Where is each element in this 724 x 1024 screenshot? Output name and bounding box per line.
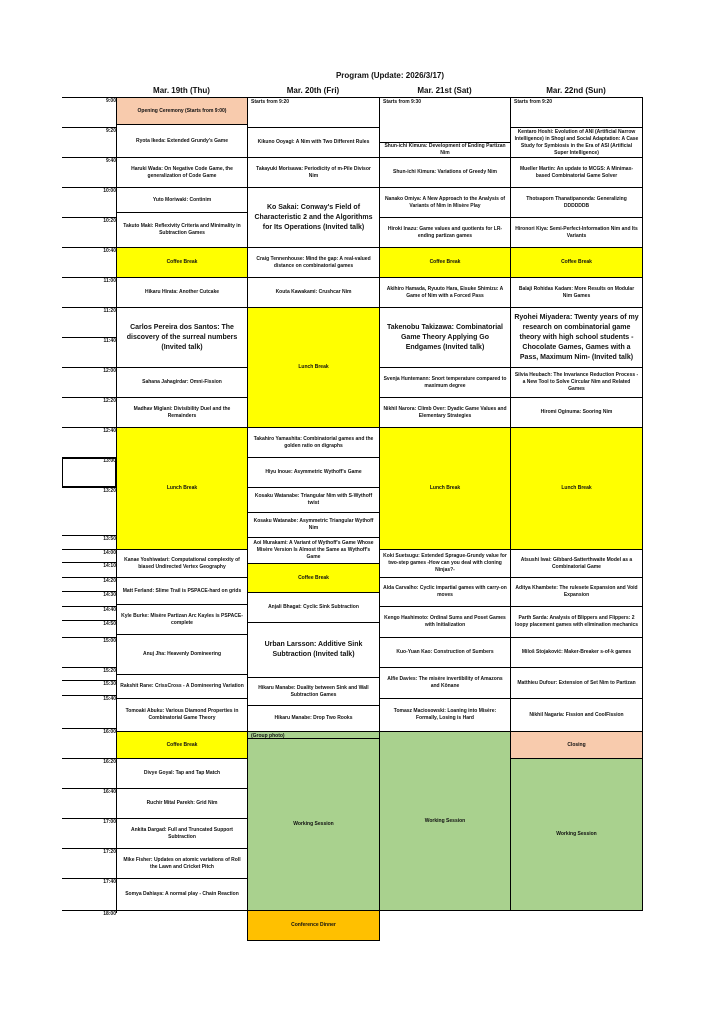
session-cell-fri: Hiyu Inoue: Asymmetric Wythoff's Game: [247, 457, 380, 488]
session-cell-thu: Ankita Dargad: Full and Truncated Support Subtraction: [116, 818, 248, 849]
session-cell-sun: Thotsaporn Thanatipanonda: Generalizing DDDDDDB: [510, 187, 643, 218]
time-label: 16:20: [103, 759, 116, 765]
time-label: 10:00: [103, 188, 116, 194]
session-cell-sat: Working Session: [379, 731, 511, 911]
session-cell-fri: Craig Tennenhouse: Mind the gap: A real-valued distance on combinatorial games: [247, 247, 380, 278]
time-label: 16:00: [103, 729, 116, 735]
session-cell-sat: Kengo Hashimoto: Ordinal Sums and Poset Games with Initialization: [379, 606, 511, 638]
time-label: 13:00: [103, 458, 116, 464]
session-cell-thu: Takuto Maki: Reflexivity Criteria and Minimality in Subtraction Games: [116, 212, 248, 248]
session-cell-fri: Lunch Break: [247, 307, 380, 428]
session-cell-fri: Hikaru Manabe: Drop Two Rooks: [247, 705, 380, 732]
time-label: 17:40: [103, 879, 116, 885]
time-label: 11:00: [103, 278, 116, 284]
session-cell-sun: Hironori Kiya: Semi-Perfect-Information Nim and Its Variants: [510, 217, 643, 248]
time-label: 17:00: [103, 819, 116, 825]
session-cell-sat: Shun-ichi Kimura: Development of Ending Partizan Nim: [379, 142, 511, 158]
session-cell-sun: Hiromi Oginuma: Sooring Nim: [510, 397, 643, 428]
session-cell-sun: Atsushi Iwai: Gibbard-Satterthwaite Model as a Combinatorial Game: [510, 549, 643, 578]
time-label: 11:20: [103, 308, 116, 314]
session-cell-fri: Kosaku Watanabe: Asymmetric Triangular Wythoff Nim: [247, 512, 380, 538]
session-cell-thu: Carlos Pereira dos Santos: The discovery of the surreal numbers (Invited talk): [116, 307, 248, 368]
session-cell-fri: Takayuki Morisawa: Periodicity of m-Pile Divisor Nim: [247, 157, 380, 188]
session-cell-sat: Shun-ichi Kimura: Variations of Greedy Nim: [379, 157, 511, 188]
session-cell-fri: Ko Sakai: Conway's Field of Characteristic 2 and the Algorithms for Its Operations (Invited talk): [247, 187, 380, 248]
session-cell-sun: Kentaro Hoshi: Evolution of ANI (Artificial Narrow Intelligence) in Shogi and Social Adaptation: A Case Study for Symbiosis in the Era of ASI (Artificial Super Intelligence): [510, 127, 643, 158]
session-cell-thu: Rakshit Rane: CrissCross - A Domineering Variation: [116, 674, 248, 699]
session-cell-fri: Conference Dinner: [247, 910, 380, 941]
page-title: Program (Update: 2026/3/17): [335, 71, 445, 80]
session-cell-fri: Takahiro Yamashita: Combinatorial games and the golden ratio on digraphs: [247, 427, 380, 458]
session-cell-sat: Koki Suetsugu: Extended Sprague-Grundy value for two-step games -How can you deal with cloning Ninjas?-: [379, 549, 511, 578]
time-label: 10:20: [103, 218, 116, 224]
session-cell-sat: Coffee Break: [379, 247, 511, 278]
time-label: 11:40: [103, 338, 116, 344]
day-header-fri: Mar. 20th (Fri): [286, 86, 340, 95]
time-label: 15:00: [103, 638, 116, 644]
time-label: 12:00: [103, 368, 116, 374]
time-label: 9:20: [105, 128, 116, 134]
session-cell-sun: Miloš Stojaković: Maker-Breaker s-of-k games: [510, 637, 643, 668]
time-label: 12:40: [103, 428, 116, 434]
session-cell-fri: Kikuno Ooyagi: A Nim with Two Different Rules: [247, 127, 380, 158]
session-cell-thu: Hikaru Hirata: Another Cutcake: [116, 277, 248, 308]
session-cell-sun: Balaji Rohidas Kadam: More Results on Modular Nim Games: [510, 277, 643, 308]
session-cell-sat: Lunch Break: [379, 427, 511, 550]
time-label: 12:20: [103, 398, 116, 404]
time-label: 15:20: [103, 668, 116, 674]
time-label: 13:50: [103, 536, 116, 542]
session-cell-sat: Starts from 9:30: [379, 97, 511, 143]
session-cell-fri: Urban Larsson: Additive Sink Subtraction (Invited talk): [247, 622, 380, 678]
time-label: 16:40: [103, 789, 116, 795]
session-cell-thu: Tomoaki Abuku: Various Diamond Properties in Combinatorial Game Theory: [116, 698, 248, 732]
session-cell-sat: Tomasz Maciosowski: Loaning into Misère: Formally, Losing is Hard: [379, 698, 511, 732]
time-label: 17:20: [103, 849, 116, 855]
session-cell-sat: Nikhil Narora: Climb Over: Dyadic Game Values and Elementary Strategies: [379, 397, 511, 428]
session-cell-sat: Kuo-Yuan Kao: Construction of Sumbers: [379, 637, 511, 668]
session-cell-fri: Kosaku Watanabe: Triangular Nim with S-Wythoff twist: [247, 487, 380, 513]
time-label: 15:30: [103, 681, 116, 687]
session-cell-thu: Somya Dahiaya: A normal play - Chain Reaction: [116, 878, 248, 911]
session-cell-thu: Matt Ferland: Slime Trail is PSPACE-hard on grids: [116, 577, 248, 605]
session-cell-sun: Working Session: [510, 758, 643, 911]
session-cell-sat: Hiroki Inazu: Game values and quotients for LR-ending partizan games: [379, 217, 511, 248]
session-cell-sun: Nikhil Nagaria: Fission and CoolFission: [510, 698, 643, 732]
session-cell-sat: Alda Carvalho: Cyclic impartial games with carry-on moves: [379, 577, 511, 607]
time-label: 14:10: [103, 563, 116, 569]
session-cell-sat: Svenja Huntemann: Snort temperature compared to maximum degree: [379, 367, 511, 398]
session-cell-fri: Kouta Kawakami: Crushcar Nim: [247, 277, 380, 308]
session-cell-sun: Starts from 9:20: [510, 97, 643, 128]
session-cell-sun: Parth Sarda: Analysis of Blippers and Flippers: 2 loopy placement games with elimination mechanics: [510, 606, 643, 638]
time-label: 10:40: [103, 248, 116, 254]
session-cell-thu: Lunch Break: [116, 427, 248, 550]
session-cell-thu: Kanae Yoshiwatari: Computational complexity of biased Undirected Vertex Geography: [116, 549, 248, 578]
session-cell-thu: Coffee Break: [116, 731, 248, 759]
session-cell-sun: Aditya Khambete: The rulesete Expansion and Void Expansion: [510, 577, 643, 607]
session-cell-sat: Akihiro Hamada, Ryuuto Hara, Eisuke Shimizu: A Game of Nim with a Forced Pass: [379, 277, 511, 308]
session-cell-fri: Anjali Bhagat: Cyclic Sink Subtraction: [247, 592, 380, 623]
session-cell-sun: Matthieu Dufour: Extension of Set Nim to Partizan: [510, 667, 643, 699]
session-cell-sat: Nanako Omiya: A New Approach to the Analysis of Variants of Nim in Misère Play: [379, 187, 511, 218]
session-cell-sun: Mueller Martin: An update to MCGS: A Minimax-based Combinatorial Game Solver: [510, 157, 643, 188]
session-cell-fri: Working Session: [247, 738, 380, 911]
session-cell-thu: Opening Ceremony (Starts from 9:00): [116, 97, 248, 125]
day-header-sat: Mar. 21st (Sat): [417, 86, 472, 95]
time-label: 9:40: [105, 158, 116, 164]
session-cell-thu: Kyle Burke: Misère Partizan Arc Kayles is PSPACE-complete: [116, 604, 248, 635]
time-label: 14:20: [103, 578, 116, 584]
session-cell-thu: Divye Goyal: Tap and Tap Match: [116, 758, 248, 789]
session-cell-thu: Sahana Jahagirdar: Omni-Fission: [116, 367, 248, 398]
time-label: 13:20: [103, 488, 116, 494]
time-label: 14:50: [103, 621, 116, 627]
time-label: 14:30: [103, 592, 116, 598]
day-header-thu: Mar. 19th (Thu): [153, 86, 210, 95]
session-cell-thu: Anuj Jha: Heavenly Domineering: [116, 634, 248, 675]
time-label: 9:00: [105, 98, 116, 104]
session-cell-sun: Coffee Break: [510, 247, 643, 278]
time-label: 14:00: [103, 550, 116, 556]
session-cell-sat: Alfie Davies: The misère invertibility of Amazons and Kōnane: [379, 667, 511, 699]
time-label: 18:00: [103, 911, 116, 917]
session-cell-sun: Ryohei Miyadera: Twenty years of my research on combinatorial game theory with high school students -Chocolate Games, Games with a Pass, Maximum Nim- (Invited talk): [510, 307, 643, 368]
day-header-sun: Mar. 22nd (Sun): [546, 86, 606, 95]
session-cell-fri: (Group photo): [247, 731, 380, 739]
session-cell-thu: Madhav Miglani: Divisibility Duel and the Remainders: [116, 397, 248, 428]
session-cell-fri: Starts from 9:20: [247, 97, 380, 128]
session-cell-thu: Ruchir Mital Parekh: Grid Nim: [116, 788, 248, 819]
time-label: 14:40: [103, 607, 116, 613]
session-cell-sun: Silvia Heubach: The Invariance Reduction Process - a New Tool to Solve Circular Nim and Related Games: [510, 367, 643, 398]
session-cell-thu: Coffee Break: [116, 247, 248, 278]
session-cell-thu: Haruki Wada: On Negative Code Game, the generalization of Code Game: [116, 157, 248, 188]
session-cell-fri: Aoi Murakami: A Variant of Wythoff's Game Whose Misère Version Is Almost the Same as Wythoff's Game: [247, 537, 380, 564]
session-cell-thu: Ryota Ikeda: Extended Grundy's Game: [116, 124, 248, 158]
session-cell-sat: Takenobu Takizawa: Combinatorial Game Theory Applying Go Endgames (Invited talk): [379, 307, 511, 368]
time-label: 15:40: [103, 696, 116, 702]
session-cell-thu: Yuto Moriwaki: Continim: [116, 187, 248, 213]
session-cell-fri: Hikaru Manabe: Duality between Sink and Wall Subtraction Games: [247, 677, 380, 706]
session-cell-sun: Closing: [510, 731, 643, 759]
session-cell-sun: Lunch Break: [510, 427, 643, 550]
session-cell-fri: Coffee Break: [247, 563, 380, 593]
session-cell-thu: Mike Fisher: Updates on atomic variations of Roll the Lawn and Cricket Pitch: [116, 848, 248, 879]
